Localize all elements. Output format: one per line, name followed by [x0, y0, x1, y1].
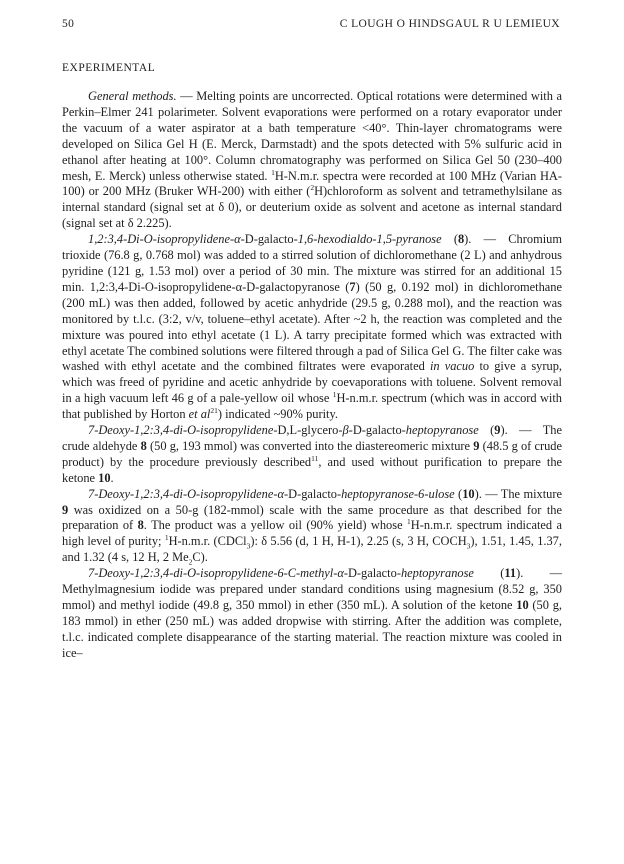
- run-text: -: [348, 423, 353, 438]
- run-italic: et al: [188, 407, 211, 422]
- run-italic: 7-Deoxy-1,2:3,4-di-O-isopropylidene-: [88, 423, 278, 438]
- run-text: .: [110, 470, 114, 485]
- run-superscript: 1: [332, 390, 337, 400]
- run-superscript: 1: [407, 517, 411, 527]
- paragraph-general-methods: [62, 89, 562, 232]
- run-text: (: [454, 486, 463, 501]
- run-text: -galacto-: [361, 423, 406, 438]
- paragraph-compound-11: [62, 566, 562, 661]
- run-text: ) (50 g, 0.192 mol) in dichloromethane (200 mL) was then added, followed by acetic anhydride (29.5 g, 0.288 mol), and the reaction was monitored by t.l.c. (3:2, v/v, toluene–ethyl acetate). After ~2 h, the reaction was completed and the mixture was poured into ethyl acetate (1 L). A tarry precipitate formed which was extracted with ethyl acetate The combined solutions were filtered through a pad of Silica Gel G. The filter cake was washed with ethyl acetate and the combined filtrates were evaporated: [62, 279, 563, 374]
- run-compound-number: 8: [457, 232, 465, 247]
- run-text: H-n.m.r. spectrum indicated a high level of purity;: [62, 518, 563, 549]
- run-superscript: 1: [164, 533, 169, 543]
- run-text: (: [473, 566, 505, 581]
- run-italic: heptopyranose: [400, 566, 474, 581]
- run-text: H-n.m.r. (CDCl: [168, 534, 247, 549]
- run-text: -galacto-: [356, 566, 401, 581]
- page-number: 50: [62, 18, 75, 30]
- run-heading: General methods.: [88, 89, 177, 103]
- run-italic: 1,2:3,4-Di-O-isopropylidene-α-: [88, 232, 245, 247]
- paragraph-compound-10: [62, 487, 562, 567]
- run-text: (48.5 g of crude product) by the procedure previously described: [62, 438, 563, 469]
- run-text: ). — The mixture: [474, 486, 562, 501]
- run-italic: 7-Deoxy-1,2:3,4-di-O-isopropylidene-α-: [88, 486, 289, 501]
- run-italic: heptopyranose-6-ulose: [341, 486, 455, 501]
- run-smallcaps: D: [347, 566, 357, 581]
- run-compound-number: 9: [494, 423, 501, 438]
- run-compound-number: 7: [349, 279, 356, 294]
- run-smallcaps: D: [288, 486, 298, 501]
- run-text: -galacto-: [297, 486, 342, 501]
- run-italic: in vacuo: [429, 359, 475, 374]
- run-text: H-n.m.r. spectrum (which was in accord with that published by Horton: [62, 391, 562, 422]
- run-text: (: [441, 232, 458, 247]
- run-text: ): δ 5.56 (d, 1 H, H-1), 2.25 (s, 3 H, COCH: [250, 534, 467, 549]
- paragraph-compound-9: [62, 423, 562, 487]
- run-text: H)chloroform as solvent and tetramethylsilane as internal standard (signal set at δ 0), or deuterium oxide as solvent and acetone as internal standard (signal set at δ 2.225).: [62, 184, 562, 231]
- page-header: [62, 18, 560, 34]
- run-compound-number: 10: [516, 598, 529, 612]
- run-reference: 11: [311, 453, 319, 463]
- run-smallcaps: D: [244, 232, 254, 247]
- run-superscript: 1: [271, 167, 275, 177]
- run-subscript: 2: [188, 557, 193, 567]
- run-text: -glycero-: [297, 423, 343, 438]
- run-smallcaps: D,L: [277, 423, 298, 438]
- run-compound-number: 9: [473, 438, 480, 453]
- run-italic: heptopyranose: [405, 423, 479, 438]
- run-text: was oxidized on a 50-g (182-mmol) scale with the same procedure as that described for the preparation of: [62, 502, 562, 533]
- run-text: . The product was a yellow oil (90% yield) whose: [143, 518, 408, 533]
- run-text: (50 g, 183 mmol) in ether (250 mL) was added dropwise with stirring. After the addition was complete, t.l.c. indicated complete disappearance of the starting material. The reaction mixture was cooled in ice–: [62, 598, 562, 660]
- run-superscript: 2: [310, 183, 315, 193]
- paragraph-compound-8: [62, 232, 562, 423]
- run-subscript: 3: [466, 541, 471, 551]
- run-italic: 1,6-hexodialdo-1,5-pyranose: [297, 232, 442, 247]
- run-text: — Melting points are uncorrected. Optical rotations were determined with a Perkin–Elmer 241 polarimeter. Solvent evaporations were performed on a rotary evaporator under the vacuum of a water aspirator at a bath temperature <40°. Thin-layer chromatograms were developed on Silica Gel H (E. Merck, Darmstadt) and the spots detected with 5% sulfuric acid in ethanol after heating at 100°. Column chromatography was performed on Silica Gel 50 (230–400 mesh, E. Merck) unless otherwise stated.: [62, 89, 562, 183]
- run-compound-number: 8: [140, 438, 147, 453]
- section-heading: EXPERIMENTAL: [62, 62, 156, 74]
- run-text: C).: [192, 550, 208, 565]
- run-compound-number: 10: [462, 486, 475, 501]
- run-text: H-N.m.r. spectra were recorded at 100 MHz (Varian HA-100) or 200 MHz (Bruker WH-200) with either (: [62, 168, 562, 199]
- run-text: ) indicated ~90% purity.: [217, 407, 338, 422]
- run-text: , and used without purification to prepare the ketone: [62, 454, 563, 485]
- body-text: [62, 89, 562, 662]
- run-compound-number: 11: [504, 566, 517, 581]
- run-compound-number: 8: [137, 518, 144, 533]
- run-text: to give a syrup, which was freed of pyridine and acetic anhydride by coevaporations with toluene. Solvent removal in a high vacuum left 46 g of a pale-yellow oil whose: [62, 359, 562, 406]
- run-italic: 7-Deoxy-1,2:3,4-di-O-isopropylidene-6-C-methyl-α-: [88, 566, 348, 581]
- run-subscript: 3: [246, 541, 251, 551]
- run-text: ). — Methylmagnesium iodide was prepared under standard conditions using magnesium (8.52 g, 350 mmol) and methyl iodide (49.8 g, 350 mmol) in ether (350 mL). A solution of the ketone: [62, 566, 562, 612]
- run-reference: 21: [210, 406, 218, 415]
- run-smallcaps: D: [352, 423, 362, 438]
- run-compound-number: 10: [98, 470, 111, 485]
- run-italic: β: [342, 423, 349, 438]
- run-compound-number: 9: [62, 502, 69, 517]
- run-text: (: [478, 423, 495, 438]
- run-text: ). — Chromium trioxide (76.8 g, 0.768 mol) was added to a stirred solution of dichloromethane (2 L) and anhydrous pyridine (121 g, 1.53 mol) over a period of 30 min. The mixture was stirred for an additional 15 min. 1,2:3,4-Di-O-isopropylidene-α-D-galactopyranose (: [62, 232, 562, 294]
- run-text: ). — The crude aldehyde: [62, 423, 562, 453]
- run-text: (50 g, 193 mmol) was converted into the diastereomeric mixture: [146, 438, 474, 453]
- run-text: ), 1.51, 1.45, 1.37, and 1.32 (4 s, 12 H, 2 Me: [62, 534, 562, 565]
- run-text: -galacto-: [253, 232, 298, 247]
- running-head: C LOUGH O HINDSGAUL R U LEMIEUX: [339, 18, 560, 30]
